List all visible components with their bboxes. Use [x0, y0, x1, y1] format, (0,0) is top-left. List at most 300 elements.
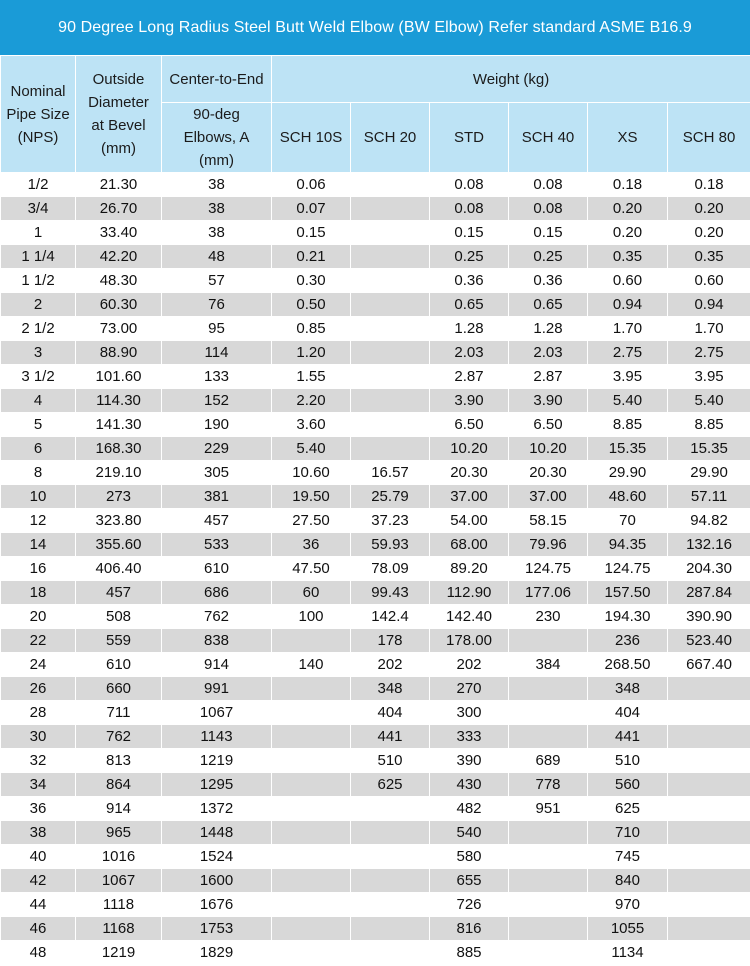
cell-sch40: 0.08 — [509, 173, 588, 197]
cell-sch20: 59.93 — [351, 533, 430, 557]
header-xs: XS — [588, 103, 668, 173]
cell-sch80: 667.40 — [668, 653, 750, 677]
cell-sch10s: 36 — [272, 533, 351, 557]
table-row — [1, 317, 750, 341]
table-row — [1, 437, 750, 461]
cell-sch80 — [668, 845, 750, 869]
cell-std: 20.30 — [430, 461, 509, 485]
cell-outside-diameter: 457 — [76, 581, 162, 605]
cell-sch40 — [509, 677, 588, 701]
cell-sch40: 689 — [509, 749, 588, 773]
cell-xs: 124.75 — [588, 557, 668, 581]
cell-sch10s: 0.15 — [272, 221, 351, 245]
cell-std: 142.40 — [430, 605, 509, 629]
cell-nps: 28 — [1, 701, 76, 725]
cell-sch10s — [272, 725, 351, 749]
cell-xs: 268.50 — [588, 653, 668, 677]
table-row — [1, 797, 750, 821]
cell-sch40: 3.90 — [509, 389, 588, 413]
cell-std: 270 — [430, 677, 509, 701]
cell-nps: 26 — [1, 677, 76, 701]
cell-sch40 — [509, 701, 588, 725]
cell-outside-diameter: 219.10 — [76, 461, 162, 485]
cell-center-to-end: 152 — [162, 389, 272, 413]
cell-sch20 — [351, 389, 430, 413]
cell-sch10s — [272, 869, 351, 893]
cell-std: 390 — [430, 749, 509, 773]
cell-sch40: 37.00 — [509, 485, 588, 509]
cell-sch20 — [351, 221, 430, 245]
table-row — [1, 605, 750, 629]
cell-outside-diameter: 26.70 — [76, 197, 162, 221]
header-center-to-end: Center-to-End — [162, 56, 272, 103]
cell-center-to-end: 1219 — [162, 749, 272, 773]
cell-sch40: 58.15 — [509, 509, 588, 533]
cell-xs: 1134 — [588, 941, 668, 965]
cell-sch80 — [668, 725, 750, 749]
table-title-text: 90 Degree Long Radius Steel Butt Weld Elbow (BW Elbow) Refer standard ASME B16.9 — [58, 18, 692, 36]
cell-center-to-end: 838 — [162, 629, 272, 653]
cell-center-to-end: 1448 — [162, 821, 272, 845]
cell-sch10s: 19.50 — [272, 485, 351, 509]
cell-nps: 42 — [1, 869, 76, 893]
cell-sch20 — [351, 197, 430, 221]
cell-sch10s: 0.50 — [272, 293, 351, 317]
cell-center-to-end: 57 — [162, 269, 272, 293]
table-row — [1, 173, 750, 197]
cell-center-to-end: 1143 — [162, 725, 272, 749]
cell-outside-diameter: 21.30 — [76, 173, 162, 197]
cell-sch80: 390.90 — [668, 605, 750, 629]
cell-sch20: 510 — [351, 749, 430, 773]
cell-xs: 348 — [588, 677, 668, 701]
table-row — [1, 221, 750, 245]
cell-outside-diameter: 101.60 — [76, 365, 162, 389]
cell-sch20 — [351, 869, 430, 893]
cell-xs: 510 — [588, 749, 668, 773]
cell-outside-diameter: 711 — [76, 701, 162, 725]
cell-center-to-end: 76 — [162, 293, 272, 317]
cell-sch80: 0.20 — [668, 221, 750, 245]
cell-center-to-end: 114 — [162, 341, 272, 365]
cell-sch20 — [351, 365, 430, 389]
cell-sch80: 0.94 — [668, 293, 750, 317]
cell-sch20: 178 — [351, 629, 430, 653]
cell-center-to-end: 686 — [162, 581, 272, 605]
cell-xs: 236 — [588, 629, 668, 653]
cell-sch10s — [272, 749, 351, 773]
cell-std: 178.00 — [430, 629, 509, 653]
cell-sch20 — [351, 437, 430, 461]
cell-std: 202 — [430, 653, 509, 677]
cell-nps: 10 — [1, 485, 76, 509]
cell-xs: 2.75 — [588, 341, 668, 365]
cell-xs: 15.35 — [588, 437, 668, 461]
cell-sch40 — [509, 725, 588, 749]
cell-center-to-end: 95 — [162, 317, 272, 341]
cell-nps: 8 — [1, 461, 76, 485]
cell-sch20 — [351, 245, 430, 269]
cell-sch10s — [272, 821, 351, 845]
cell-std: 89.20 — [430, 557, 509, 581]
cell-center-to-end: 762 — [162, 605, 272, 629]
cell-outside-diameter: 141.30 — [76, 413, 162, 437]
cell-sch80: 1.70 — [668, 317, 750, 341]
cell-xs: 745 — [588, 845, 668, 869]
cell-std: 482 — [430, 797, 509, 821]
cell-sch40 — [509, 821, 588, 845]
cell-outside-diameter: 168.30 — [76, 437, 162, 461]
cell-sch10s — [272, 629, 351, 653]
cell-center-to-end: 133 — [162, 365, 272, 389]
cell-sch40: 2.87 — [509, 365, 588, 389]
cell-nps: 14 — [1, 533, 76, 557]
cell-sch80: 5.40 — [668, 389, 750, 413]
table-row — [1, 629, 750, 653]
header-weight: Weight (kg) — [272, 56, 750, 103]
cell-std: 68.00 — [430, 533, 509, 557]
cell-nps: 18 — [1, 581, 76, 605]
cell-xs: 0.20 — [588, 197, 668, 221]
cell-sch80: 94.82 — [668, 509, 750, 533]
cell-nps: 3 — [1, 341, 76, 365]
cell-center-to-end: 1676 — [162, 893, 272, 917]
table-row — [1, 269, 750, 293]
cell-nps: 6 — [1, 437, 76, 461]
cell-xs: 0.18 — [588, 173, 668, 197]
table-row — [1, 821, 750, 845]
header-outside-diameter — [76, 56, 162, 173]
cell-outside-diameter: 559 — [76, 629, 162, 653]
cell-std: 0.65 — [430, 293, 509, 317]
cell-center-to-end: 1067 — [162, 701, 272, 725]
cell-nps: 5 — [1, 413, 76, 437]
cell-sch10s — [272, 893, 351, 917]
cell-sch80 — [668, 677, 750, 701]
cell-std: 885 — [430, 941, 509, 965]
header-90deg-elbows — [162, 103, 272, 173]
header-sch20: SCH 20 — [351, 103, 430, 173]
header-cte-line1: 90-deg — [193, 106, 240, 123]
cell-nps: 36 — [1, 797, 76, 821]
cell-outside-diameter: 914 — [76, 797, 162, 821]
cell-nps: 46 — [1, 917, 76, 941]
cell-xs: 8.85 — [588, 413, 668, 437]
header-nps — [1, 56, 76, 173]
cell-nps: 44 — [1, 893, 76, 917]
cell-outside-diameter: 48.30 — [76, 269, 162, 293]
cell-sch20: 142.4 — [351, 605, 430, 629]
cell-xs: 0.94 — [588, 293, 668, 317]
cell-std: 37.00 — [430, 485, 509, 509]
cell-xs: 840 — [588, 869, 668, 893]
cell-center-to-end: 610 — [162, 557, 272, 581]
cell-sch20 — [351, 797, 430, 821]
cell-sch10s: 27.50 — [272, 509, 351, 533]
cell-xs: 970 — [588, 893, 668, 917]
cell-sch40: 0.25 — [509, 245, 588, 269]
cell-nps: 34 — [1, 773, 76, 797]
table-title — [0, 0, 750, 55]
cell-sch80 — [668, 869, 750, 893]
cell-outside-diameter: 88.90 — [76, 341, 162, 365]
cell-sch10s: 0.30 — [272, 269, 351, 293]
cell-outside-diameter: 762 — [76, 725, 162, 749]
header-sch40: SCH 40 — [509, 103, 588, 173]
cell-sch20 — [351, 917, 430, 941]
cell-center-to-end: 190 — [162, 413, 272, 437]
cell-center-to-end: 1829 — [162, 941, 272, 965]
table-row — [1, 509, 750, 533]
cell-std: 816 — [430, 917, 509, 941]
cell-center-to-end: 38 — [162, 221, 272, 245]
cell-outside-diameter: 813 — [76, 749, 162, 773]
cell-nps: 22 — [1, 629, 76, 653]
cell-sch20: 99.43 — [351, 581, 430, 605]
cell-std: 2.87 — [430, 365, 509, 389]
table-row — [1, 893, 750, 917]
cell-sch10s: 0.85 — [272, 317, 351, 341]
cell-nps: 16 — [1, 557, 76, 581]
cell-sch80 — [668, 797, 750, 821]
cell-sch40 — [509, 941, 588, 965]
cell-sch40 — [509, 893, 588, 917]
cell-std: 0.25 — [430, 245, 509, 269]
table-row — [1, 365, 750, 389]
header-sch10s: SCH 10S — [272, 103, 351, 173]
cell-sch10s: 47.50 — [272, 557, 351, 581]
cell-outside-diameter: 610 — [76, 653, 162, 677]
cell-sch10s: 140 — [272, 653, 351, 677]
table-body — [1, 173, 750, 965]
cell-sch40: 0.08 — [509, 197, 588, 221]
cell-sch80: 0.20 — [668, 197, 750, 221]
cell-xs: 560 — [588, 773, 668, 797]
cell-sch80 — [668, 893, 750, 917]
cell-nps: 20 — [1, 605, 76, 629]
cell-std: 2.03 — [430, 341, 509, 365]
cell-nps: 24 — [1, 653, 76, 677]
cell-outside-diameter: 273 — [76, 485, 162, 509]
table-row — [1, 533, 750, 557]
table-row — [1, 773, 750, 797]
cell-sch40: 0.36 — [509, 269, 588, 293]
cell-std: 580 — [430, 845, 509, 869]
cell-sch80: 57.11 — [668, 485, 750, 509]
table-row — [1, 461, 750, 485]
cell-nps: 3/4 — [1, 197, 76, 221]
cell-nps: 1 — [1, 221, 76, 245]
cell-sch20 — [351, 941, 430, 965]
cell-xs: 0.20 — [588, 221, 668, 245]
header-nps-line2: Pipe Size — [6, 105, 70, 123]
cell-sch40: 79.96 — [509, 533, 588, 557]
cell-sch80 — [668, 941, 750, 965]
cell-outside-diameter: 1219 — [76, 941, 162, 965]
cell-sch80: 287.84 — [668, 581, 750, 605]
cell-xs: 710 — [588, 821, 668, 845]
cell-sch10s — [272, 941, 351, 965]
cell-sch20 — [351, 173, 430, 197]
cell-sch80: 3.95 — [668, 365, 750, 389]
cell-sch80: 2.75 — [668, 341, 750, 365]
cell-sch80: 15.35 — [668, 437, 750, 461]
cell-nps: 48 — [1, 941, 76, 965]
cell-outside-diameter: 33.40 — [76, 221, 162, 245]
cell-std: 10.20 — [430, 437, 509, 461]
cell-sch80: 132.16 — [668, 533, 750, 557]
table-row — [1, 557, 750, 581]
cell-center-to-end: 457 — [162, 509, 272, 533]
cell-xs: 29.90 — [588, 461, 668, 485]
cell-sch10s: 60 — [272, 581, 351, 605]
cell-center-to-end: 914 — [162, 653, 272, 677]
cell-sch80: 0.18 — [668, 173, 750, 197]
cell-sch20 — [351, 845, 430, 869]
header-sch80: SCH 80 — [668, 103, 750, 173]
cell-nps: 32 — [1, 749, 76, 773]
cell-sch20: 25.79 — [351, 485, 430, 509]
cell-sch40 — [509, 845, 588, 869]
cell-outside-diameter: 1067 — [76, 869, 162, 893]
cell-sch10s: 100 — [272, 605, 351, 629]
cell-center-to-end: 991 — [162, 677, 272, 701]
cell-outside-diameter: 114.30 — [76, 389, 162, 413]
cell-std: 726 — [430, 893, 509, 917]
cell-sch20: 404 — [351, 701, 430, 725]
cell-outside-diameter: 323.80 — [76, 509, 162, 533]
table-row — [1, 941, 750, 965]
cell-nps: 1 1/2 — [1, 269, 76, 293]
table-row — [1, 245, 750, 269]
cell-sch10s: 10.60 — [272, 461, 351, 485]
cell-sch40: 2.03 — [509, 341, 588, 365]
table-row — [1, 725, 750, 749]
cell-sch10s — [272, 677, 351, 701]
cell-sch10s — [272, 773, 351, 797]
cell-xs: 1.70 — [588, 317, 668, 341]
cell-sch40: 20.30 — [509, 461, 588, 485]
cell-xs: 3.95 — [588, 365, 668, 389]
header-od-line4: (mm) — [101, 140, 136, 157]
header-cte-line3: (mm) — [199, 152, 234, 169]
cell-sch20 — [351, 317, 430, 341]
cell-sch80 — [668, 821, 750, 845]
cell-outside-diameter: 406.40 — [76, 557, 162, 581]
cell-outside-diameter: 1168 — [76, 917, 162, 941]
cell-sch10s — [272, 797, 351, 821]
cell-xs: 5.40 — [588, 389, 668, 413]
cell-sch20 — [351, 293, 430, 317]
cell-nps: 3 1/2 — [1, 365, 76, 389]
cell-center-to-end: 381 — [162, 485, 272, 509]
cell-center-to-end: 38 — [162, 197, 272, 221]
table-row — [1, 581, 750, 605]
cell-sch80 — [668, 773, 750, 797]
cell-nps: 2 — [1, 293, 76, 317]
cell-xs: 625 — [588, 797, 668, 821]
cell-nps: 12 — [1, 509, 76, 533]
cell-std: 112.90 — [430, 581, 509, 605]
cell-outside-diameter: 355.60 — [76, 533, 162, 557]
elbow-weight-table — [0, 55, 750, 965]
cell-std: 655 — [430, 869, 509, 893]
cell-sch20 — [351, 821, 430, 845]
cell-sch10s — [272, 701, 351, 725]
cell-nps: 38 — [1, 821, 76, 845]
cell-std: 54.00 — [430, 509, 509, 533]
cell-center-to-end: 1600 — [162, 869, 272, 893]
cell-outside-diameter: 1016 — [76, 845, 162, 869]
cell-sch10s: 0.21 — [272, 245, 351, 269]
cell-xs: 1055 — [588, 917, 668, 941]
cell-xs: 157.50 — [588, 581, 668, 605]
cell-sch40: 0.15 — [509, 221, 588, 245]
cell-sch80: 204.30 — [668, 557, 750, 581]
cell-nps: 30 — [1, 725, 76, 749]
cell-nps: 1 1/4 — [1, 245, 76, 269]
cell-sch40 — [509, 629, 588, 653]
cell-sch20 — [351, 893, 430, 917]
cell-sch10s: 2.20 — [272, 389, 351, 413]
cell-std: 6.50 — [430, 413, 509, 437]
cell-xs: 404 — [588, 701, 668, 725]
cell-sch80: 8.85 — [668, 413, 750, 437]
cell-outside-diameter: 42.20 — [76, 245, 162, 269]
cell-std: 540 — [430, 821, 509, 845]
cell-sch80: 0.60 — [668, 269, 750, 293]
table-row — [1, 485, 750, 509]
table-row — [1, 293, 750, 317]
cell-center-to-end: 229 — [162, 437, 272, 461]
cell-nps: 4 — [1, 389, 76, 413]
cell-center-to-end: 48 — [162, 245, 272, 269]
cell-sch80 — [668, 917, 750, 941]
cell-sch20: 625 — [351, 773, 430, 797]
cell-sch20: 78.09 — [351, 557, 430, 581]
header-od-line2: Diameter — [88, 94, 149, 111]
cell-std: 300 — [430, 701, 509, 725]
cell-center-to-end: 305 — [162, 461, 272, 485]
table-row — [1, 341, 750, 365]
cell-sch20: 37.23 — [351, 509, 430, 533]
cell-xs: 94.35 — [588, 533, 668, 557]
header-std: STD — [430, 103, 509, 173]
cell-sch80: 29.90 — [668, 461, 750, 485]
cell-sch20: 202 — [351, 653, 430, 677]
cell-sch10s: 1.55 — [272, 365, 351, 389]
cell-sch10s: 5.40 — [272, 437, 351, 461]
table-row — [1, 389, 750, 413]
cell-std: 3.90 — [430, 389, 509, 413]
cell-nps: 2 1/2 — [1, 317, 76, 341]
header-od-line1: Outside — [92, 71, 145, 88]
cell-sch20: 441 — [351, 725, 430, 749]
cell-std: 0.08 — [430, 173, 509, 197]
cell-sch10s: 1.20 — [272, 341, 351, 365]
cell-outside-diameter: 660 — [76, 677, 162, 701]
cell-xs: 70 — [588, 509, 668, 533]
cell-sch80: 523.40 — [668, 629, 750, 653]
cell-center-to-end: 38 — [162, 173, 272, 197]
cell-sch20: 348 — [351, 677, 430, 701]
cell-outside-diameter: 508 — [76, 605, 162, 629]
cell-xs: 0.35 — [588, 245, 668, 269]
header-nps-line1: Nominal — [10, 82, 66, 100]
cell-sch40 — [509, 869, 588, 893]
cell-outside-diameter: 864 — [76, 773, 162, 797]
cell-center-to-end: 1524 — [162, 845, 272, 869]
